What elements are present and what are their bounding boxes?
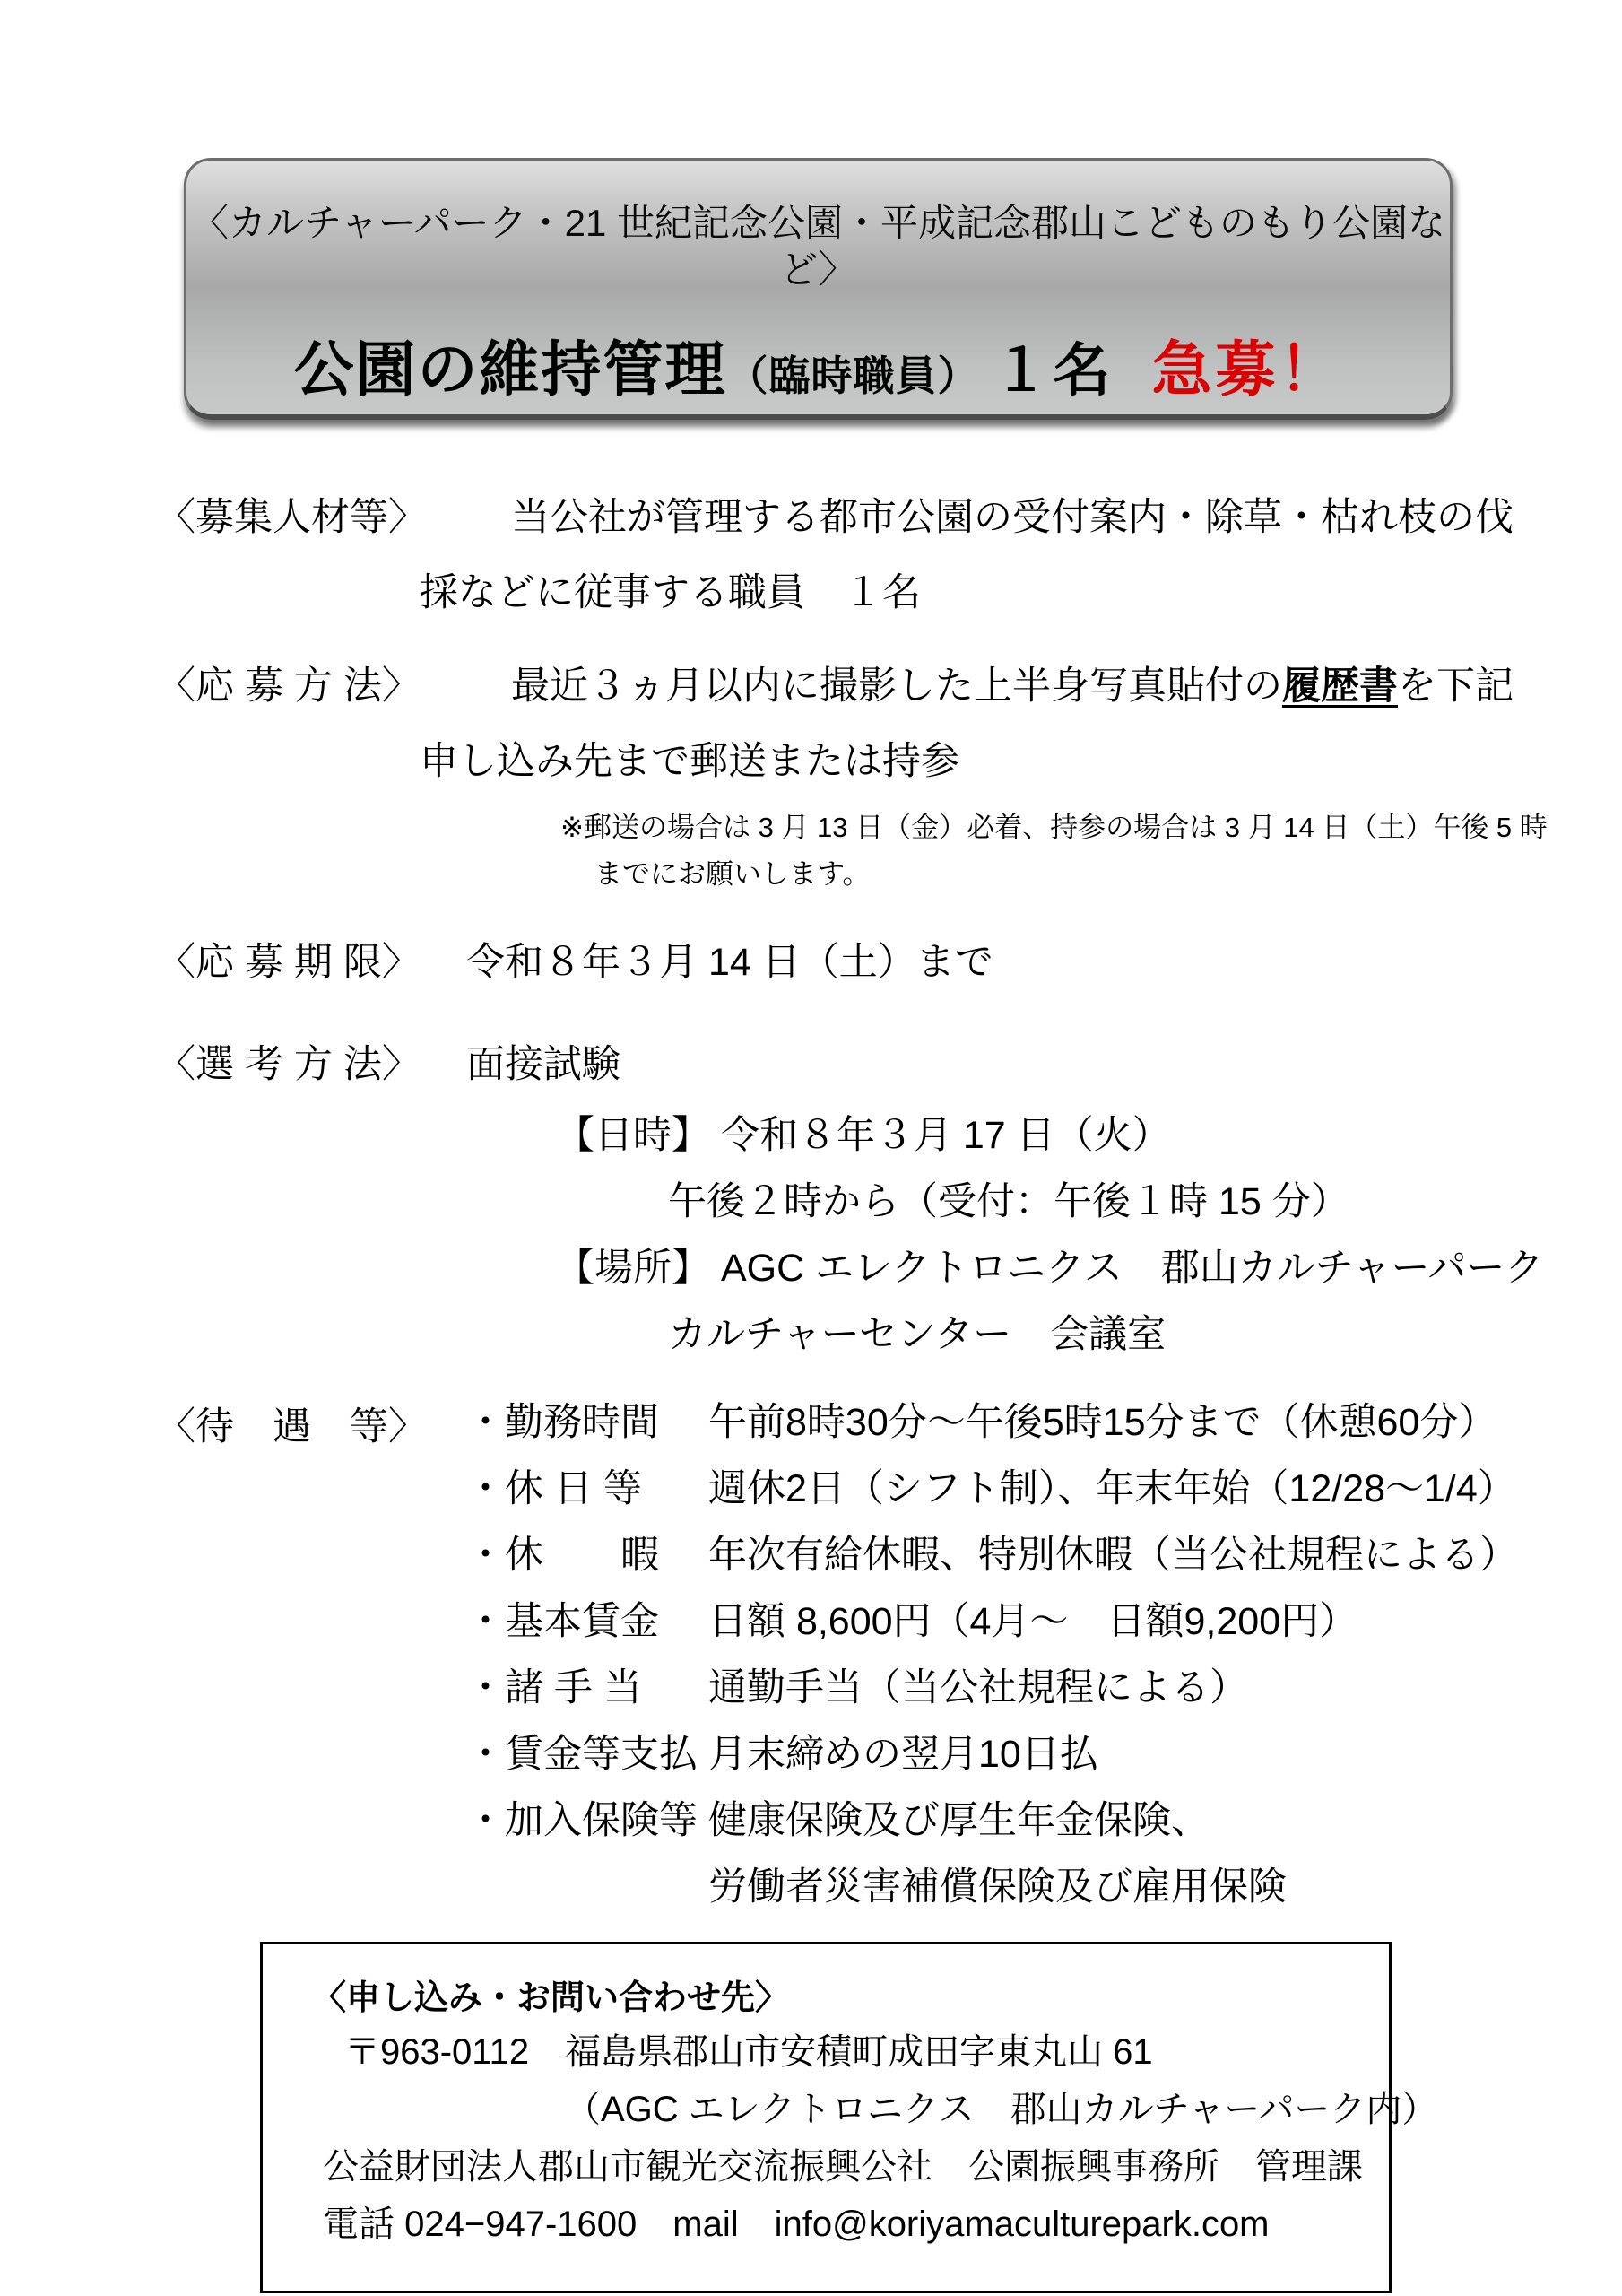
section-treatment (157, 1389, 1538, 1920)
treatment-desc: 年次有給休暇、特別休暇（当公社規程による） (708, 1534, 1518, 1577)
apply-line-1-post: を下記 (1398, 665, 1514, 708)
treatment-desc: 日額 8,600円（4月～ 日額9,200円） (708, 1600, 1358, 1643)
section-recruit-label: 〈募集人材等〉 (157, 496, 427, 539)
selection-place: 【場所】 AGC エレクトロニクス 郡山カルチャーパーク (556, 1247, 1544, 1290)
section-deadline-content (466, 925, 1538, 1000)
treatment-desc: 通勤手当（当公社規程による） (708, 1666, 1248, 1709)
section-selection-label: 〈選 考 方 法〉 (157, 1043, 421, 1086)
section-deadline-label: 〈応 募 期 限〉 (157, 941, 421, 984)
treatment-desc: 健康保険及び厚生年金保険、 (708, 1799, 1210, 1842)
treatment-row-wage (466, 1588, 1538, 1655)
section-apply-content (420, 648, 1548, 898)
treatment-term: ・諸 手 当 (466, 1666, 642, 1709)
banner-title-urgent: 急募！ (1151, 336, 1343, 404)
section-apply-label: 〈応 募 方 法〉 (157, 665, 421, 708)
treatment-row-allowance (466, 1655, 1538, 1721)
selection-time: 午後２時から（受付：午後１時 15 分） (668, 1180, 1349, 1223)
selection-room: カルチャーセンター 会議室 (668, 1313, 1167, 1356)
treatment-term: ・加入保険等 (466, 1799, 698, 1842)
apply-note-line-2: までにお願いします。 (594, 858, 871, 890)
treatment-row-payment (466, 1721, 1538, 1787)
contact-organization: 公益財団法人郡山市観光交流振興公社 公園振興事務所 管理課 (323, 2147, 1363, 2187)
treatment-desc: 週休2日（シフト制）、年末年始（12/28～1/4） (708, 1467, 1516, 1510)
apply-line-1 (466, 648, 1548, 724)
section-deadline (157, 925, 1538, 1000)
selection-method: 面接試験 (466, 1043, 620, 1086)
treatment-term: ・休 日 等 (466, 1467, 642, 1510)
contact-building: （AGC エレクトロニクス 郡山カルチャーパーク内） (565, 2090, 1438, 2129)
section-recruit-content (420, 480, 1538, 631)
apply-resume-emphasis: 履歴書 (1282, 665, 1398, 708)
contact-postal-address: 〒963-0112 福島県郡山市安積町成田字東丸山 61 (344, 2032, 1153, 2072)
banner-title-main: 公園の維持管理 (293, 336, 727, 404)
section-selection-content (466, 1027, 1543, 1368)
banner-subtitle: 〈カルチャーパーク・21 世紀記念公園・平成記念郡山こどものもり公園など〉 (190, 202, 1446, 291)
treatment-term: ・休 暇 (466, 1534, 659, 1577)
treatment-term: ・賃金等支払 (466, 1733, 698, 1776)
treatment-term: ・勤務時間 (466, 1401, 659, 1444)
apply-note-line-1: ※郵送の場合は 3 月 13 日（金）必着、持参の場合は 3 月 14 日（土）午後 5 時 (560, 812, 1548, 843)
banner-title-count: １名 (992, 338, 1115, 403)
section-treatment-content (466, 1389, 1538, 1920)
section-treatment-label: 〈待 遇 等〉 (157, 1405, 427, 1448)
apply-line-2: 申し込み先まで郵送または持参 (420, 740, 959, 783)
recruit-line-2: 採などに従事する職員 １名 (420, 571, 921, 614)
selection-details (556, 1102, 1543, 1368)
banner-title-paren: （臨時職員） (726, 352, 980, 399)
treatment-row-leave (466, 1522, 1538, 1588)
contact-tel-mail: 電話 024−947-1600 mail info@koriyamaculturepark.com (323, 2205, 1270, 2244)
treatment-term: ・基本賃金 (466, 1600, 659, 1643)
section-recruit (157, 480, 1538, 631)
treatment-row-insurance-2 (466, 1854, 1538, 1920)
banner-title (186, 322, 1450, 408)
recruit-line-1: 当公社が管理する都市公園の受付案内・除草・枯れ枝の伐 (511, 496, 1514, 539)
treatment-row-insurance (466, 1787, 1538, 1854)
header-banner (184, 158, 1453, 420)
apply-note (560, 804, 1548, 898)
contact-box (260, 1942, 1438, 2293)
treatment-desc: 月末締めの翌月10日払 (708, 1733, 1098, 1776)
section-selection (157, 1027, 1544, 1368)
treatment-row-holidays (466, 1456, 1538, 1522)
contact-title: 〈申し込み・お問い合わせ先〉 (312, 1979, 790, 2017)
deadline-line: 令和８年３月 14 日（土）まで (466, 941, 993, 984)
treatment-desc: 労働者災害補償保険及び雇用保険 (708, 1866, 1287, 1909)
selection-datetime: 【日時】 令和８年３月 17 日（火） (556, 1114, 1171, 1157)
apply-line-1-pre: 最近３ヵ月以内に撮影した上半身写真貼付の (511, 665, 1282, 708)
body-area (157, 480, 1548, 1920)
section-apply (157, 648, 1548, 898)
treatment-term (466, 1854, 708, 1920)
treatment-row-hours (466, 1389, 1538, 1456)
treatment-desc: 午前8時30分～午後5時15分まで（休憩60分） (708, 1401, 1497, 1444)
